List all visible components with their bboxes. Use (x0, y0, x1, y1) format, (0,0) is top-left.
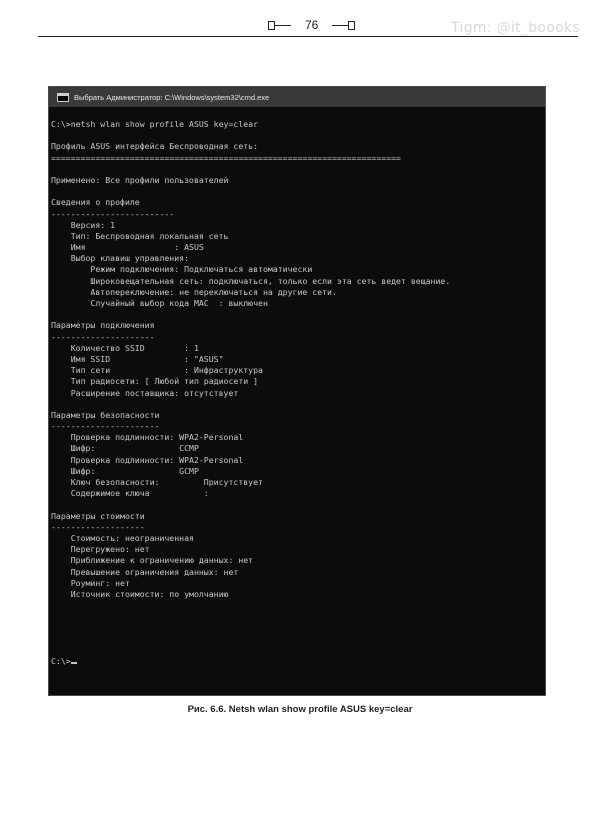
console-line: Имя SSID : "ASUS" (51, 353, 224, 364)
console-line: Источник стоимости: по умолчанию (51, 588, 229, 599)
left-dash-ornament (275, 25, 291, 26)
console-line: Расширение поставщика: отсутствует (51, 387, 239, 398)
console-line: Параметры безопасности (51, 409, 160, 420)
console-line: --------------------- (51, 331, 155, 342)
page-number-ornament (268, 17, 355, 33)
console-line (51, 164, 541, 175)
console-line: C:\>netsh wlan show profile ASUS key=clear (51, 119, 259, 129)
caption-text: Netsh wlan show profile ASUS key=clear (228, 704, 413, 715)
figure-caption (0, 704, 600, 715)
console-line: Проверка подлинности: WPA2-Personal (51, 432, 244, 443)
left-square-ornament (268, 21, 275, 30)
console-line: Шифр: GCMP (51, 465, 199, 476)
console-line (51, 399, 541, 410)
console-line (51, 634, 541, 645)
cmd-window (49, 87, 545, 695)
console-line: Применено: Все профили пользователей (51, 174, 229, 185)
console-line: Параметры стоимости (51, 510, 145, 521)
window-titlebar[interactable] (49, 87, 545, 107)
console-line: ------------------------- (51, 208, 175, 219)
window-title: Выбрать Администратор: C:\Windows\system32\cmd.exe (74, 92, 270, 102)
console-line (51, 130, 541, 141)
console-line: Имя : ASUS (51, 242, 204, 253)
console-line: Содержимое ключа : (51, 488, 209, 499)
console-line (51, 309, 541, 320)
console-line: Случайный выбор кода MAC : выключен (51, 298, 268, 308)
console-line: Роуминг: нет (51, 577, 130, 588)
console-line: Ключ безопасности: Присутствует (51, 477, 263, 487)
console-line: Количество SSID : 1 (51, 342, 199, 353)
console-line: Проверка подлинности: WPA2-Personal (51, 454, 244, 465)
console-line: Параметры подключения (51, 320, 155, 331)
console-line (51, 645, 541, 656)
cmd-icon (57, 93, 69, 102)
console-line: Стоимость: неограниченная (51, 532, 194, 543)
console-line: Широковещательная сеть: подключаться, только если эта сеть ведет вещание. (51, 275, 451, 286)
console-line: Превышение ограничения данных: нет (51, 566, 239, 577)
console-line (51, 499, 541, 510)
console-line: ---------------------- (51, 421, 160, 432)
console-line: ======================================================================= (51, 152, 401, 163)
page-number: 76 (305, 18, 319, 32)
console-line: Профиль ASUS интерфейса Беспроводная сеть: (51, 141, 259, 152)
console-output[interactable] (51, 119, 541, 689)
right-square-ornament (348, 21, 355, 30)
caption-label: Рис. 6.6. (187, 704, 227, 715)
console-line: Тип сети : Инфраструктура (51, 365, 263, 376)
console-line (51, 600, 541, 611)
console-prompt-line (51, 656, 541, 667)
console-line: Сведения о профиле (51, 197, 140, 208)
console-line: Перегружено: нет (51, 544, 150, 555)
console-prompt: C:\> (51, 656, 71, 666)
console-line: Выбор клавиш управления: (51, 253, 190, 264)
console-line: Режим подключения: Подключаться автоматически (51, 264, 313, 275)
console-line: Приближение к ограничению данных: нет (51, 555, 254, 566)
watermark: Tigm: @it_boooks (451, 20, 580, 36)
console-line: Версия: 1 (51, 219, 116, 230)
console-line: ------------------- (51, 521, 145, 532)
console-line: Тип: Беспроводная локальная сеть (51, 230, 229, 241)
console-line: Автопереключение: не переключаться на другие сети. (51, 286, 337, 297)
console-line: Тип радиосети: [ Любой тип радиосети ] (51, 376, 259, 387)
right-dash-ornament (332, 25, 348, 26)
console-line: Шифр: CCMP (51, 443, 199, 454)
console-line (51, 622, 541, 633)
console-line (51, 611, 541, 622)
text-cursor (71, 662, 77, 664)
console-line (51, 186, 541, 197)
